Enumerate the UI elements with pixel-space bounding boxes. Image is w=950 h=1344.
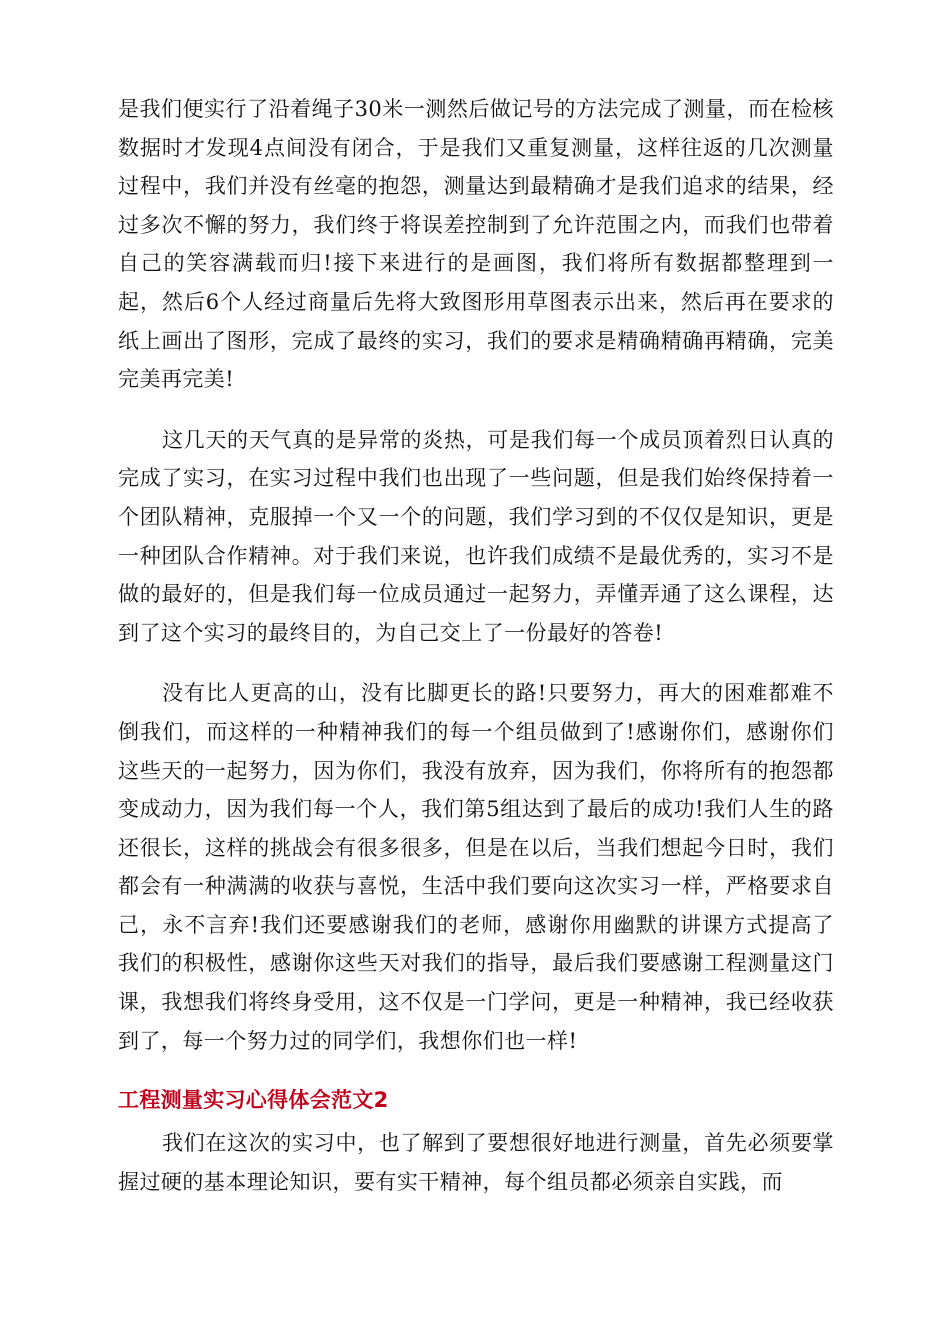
paragraph-section-start: 我们在这次的实习中，也了解到了要想很好地进行测量，首先必须要掌握过硬的基本理论知识，要有实干精神，每个组员都必须亲自实践，而 — [118, 1131, 834, 1194]
document-body — [118, 90, 834, 1201]
paragraph-continuation: 是我们便实行了沿着绳子30米一测然后做记号的方法完成了测量，而在检核数据时才发现4点间没有闭合，于是我们又重复测量，这样往返的几次测量过程中，我们并没有丝毫的抱怨，测量达到最精确才是我们追求的结果，经过多次不懈的努力，我们终于将误差控制到了允许范围之内，而我们也带着自己的笑容满载而归!接下来进行的是画图，我们将所有数据都整理到一起，然后6个人经过商量后先将大致图形用草图表示出来，然后再在要求的纸上画出了图形，完成了最终的实习，我们的要求是精确精确再精确，完美完美再完美! — [118, 97, 834, 392]
section-heading: 工程测量实习心得体会范文2 — [118, 1088, 389, 1113]
paragraph-weather: 这几天的天气真的是异常的炎热，可是我们每一个成员顶着烈日认真的完成了实习，在实习过程中我们也出现了一些问题，但是我们始终保持着一个团队精神，克服掉一个又一个的问题，我们学习到的不仅仅是知识，更是一种团队合作精神。对于我们来说，也许我们成绩不是最优秀的，实习不是做的最好的，但是我们每一位成员通过一起努力，弄懂弄通了这么课程，达到了这个实习的最终目的，为自己交上了一份最好的答卷! — [118, 427, 834, 645]
paragraph-gratitude: 没有比人更高的山，没有比脚更长的路!只要努力，再大的困难都难不倒我们，而这样的一种精神我们的每一个组员做到了!感谢你们，感谢你们这些天的一起努力，因为你们，我没有放弃，因为我们，你将所有的抱怨都变成动力，因为我们每一个人，我们第5组达到了最后的成功!我们人生的路还很长，这样的挑战会有很多很多，但是在以后，当我们想起今日时，我们都会有一种满满的收获与喜悦，生活中我们要向这次实习一样，严格要求自己，永不言弃!我们还要感谢我们的老师，感谢你用幽默的讲课方式提高了我们的积极性，感谢你这些天对我们的指导，最后我们要感谢工程测量这门课，我想我们将终身受用，这不仅是一门学问，更是一种精神，我已经收获到了，每一个努力过的同学们，我想你们也一样! — [118, 681, 834, 1053]
